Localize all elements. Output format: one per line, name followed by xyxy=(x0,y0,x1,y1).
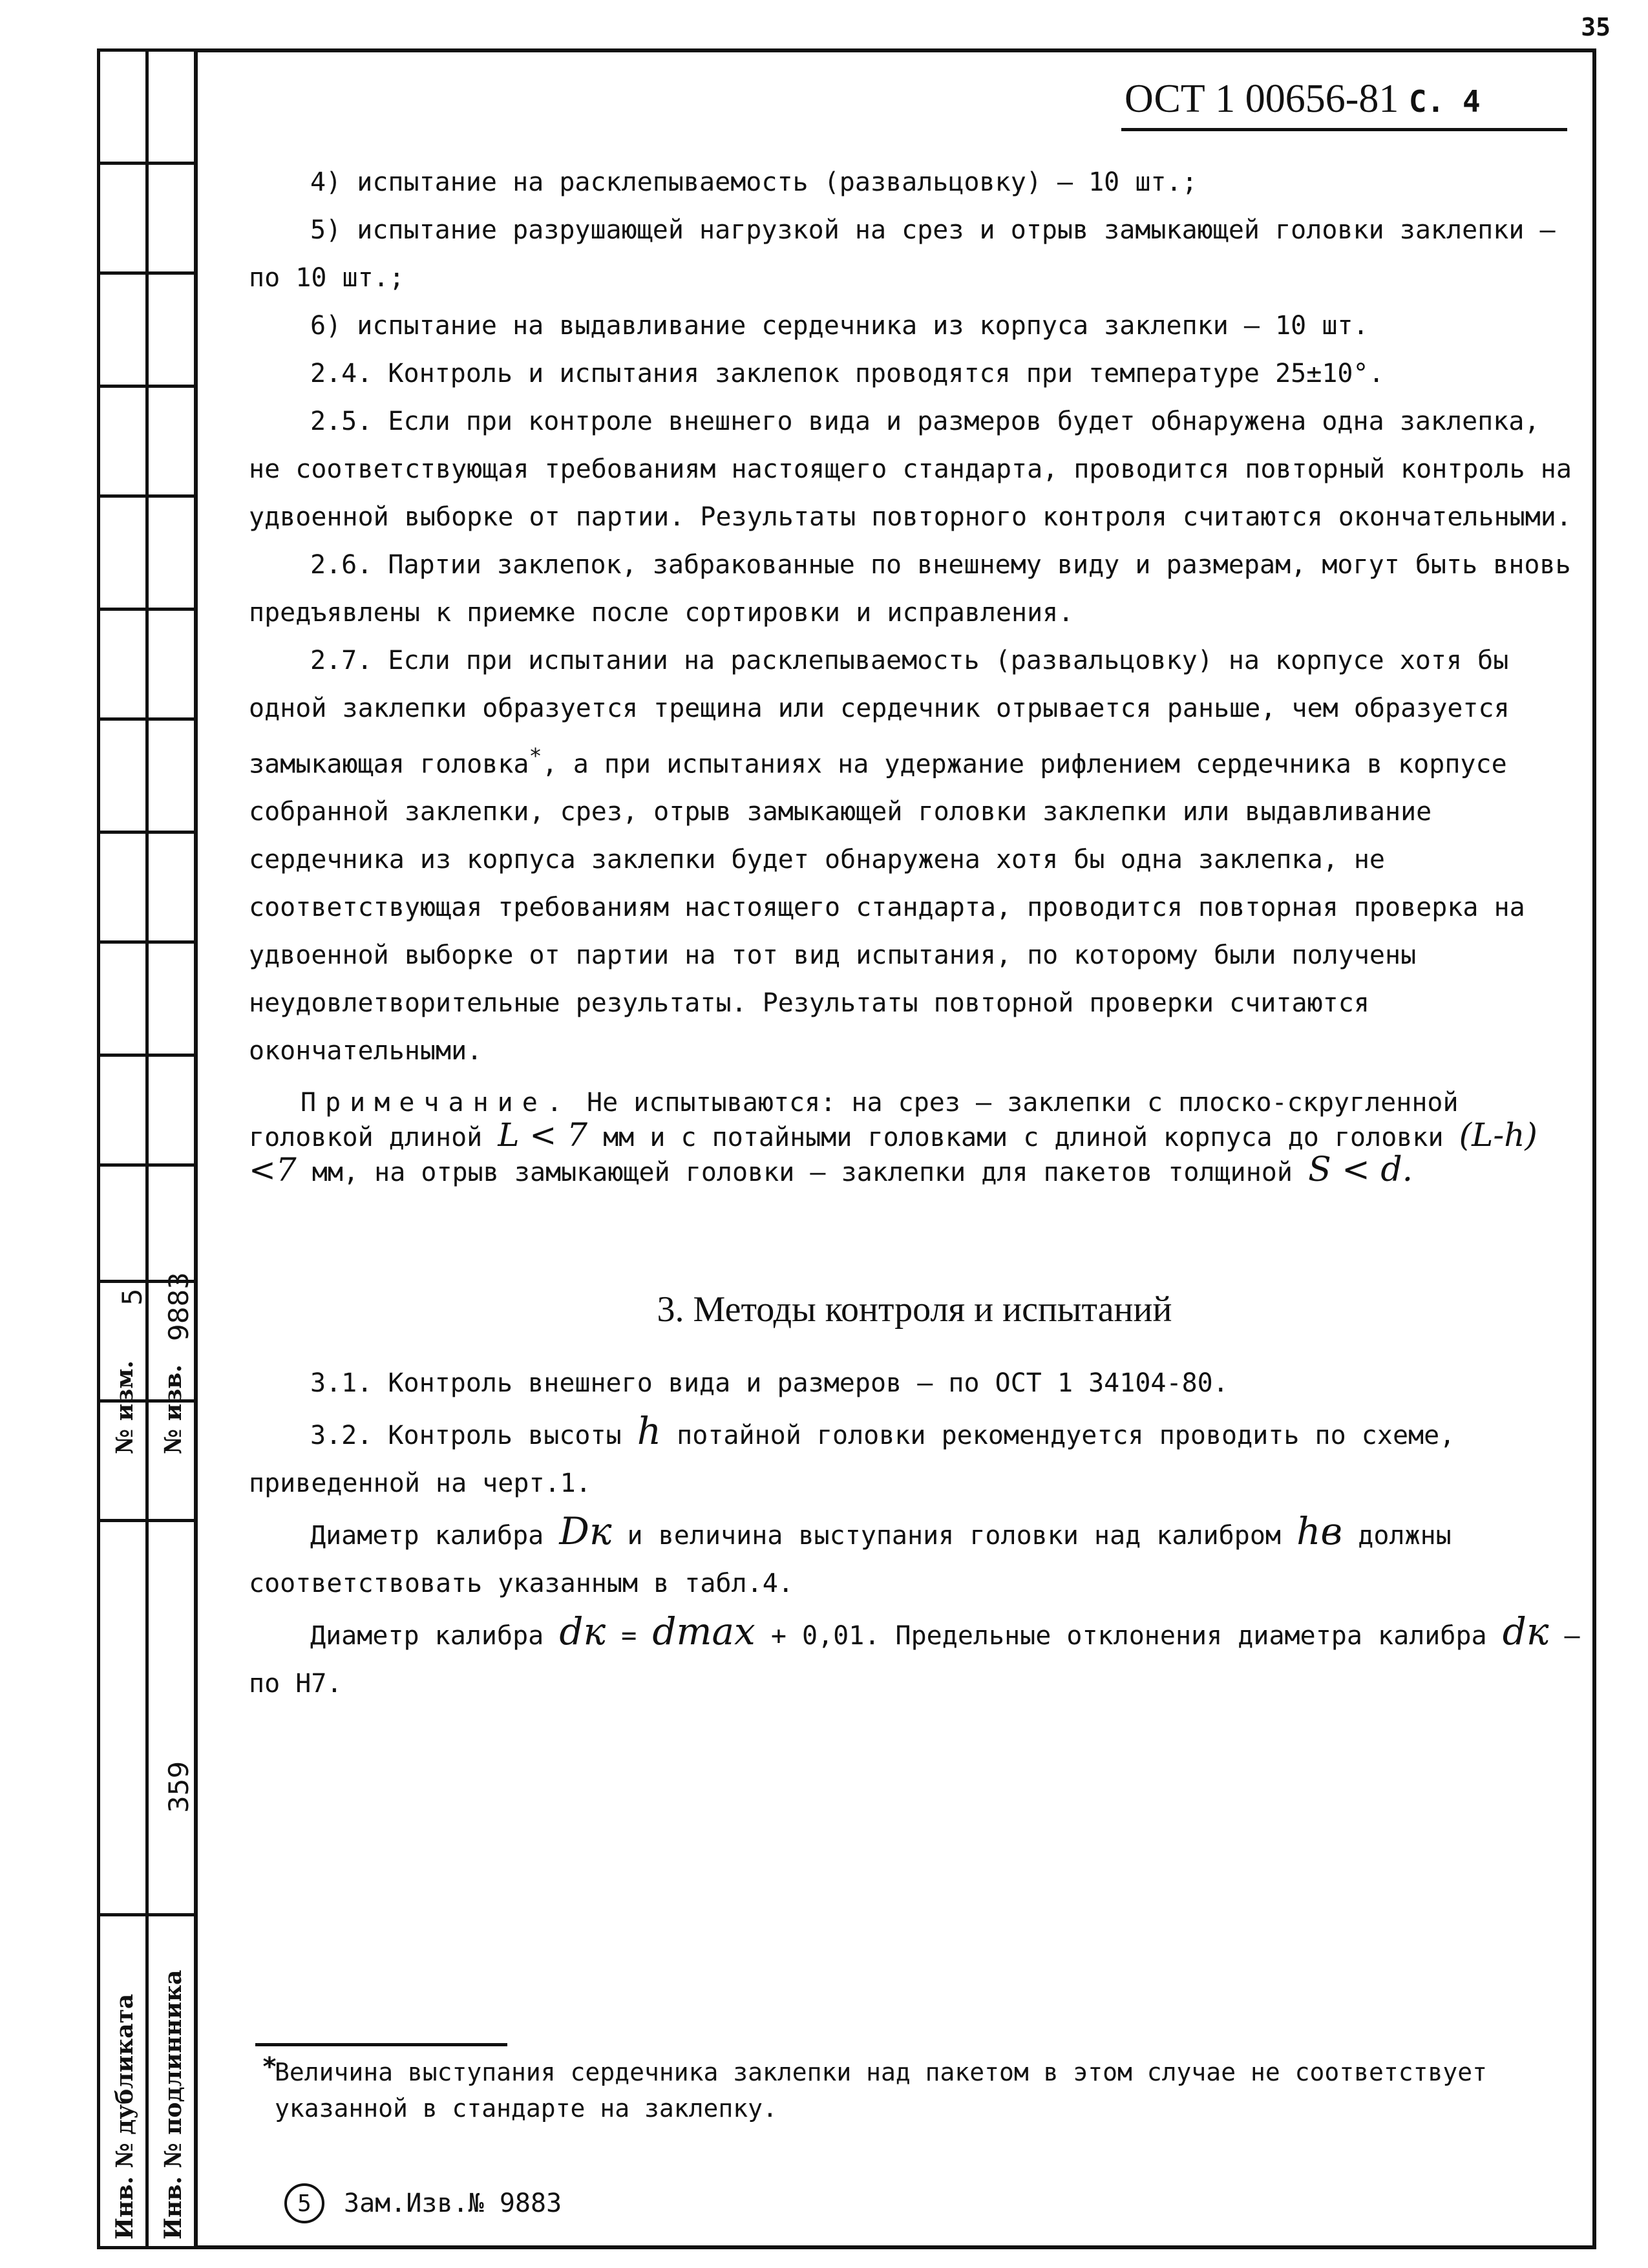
footnote xyxy=(262,2052,1541,2126)
side-column-right xyxy=(145,48,194,2249)
footnote-marker: * xyxy=(262,2052,278,2082)
note-text: мм, на отрыв замыкающей головки – заклепки для пакетов толщиной xyxy=(296,1158,1309,1188)
paragraph-text: потайной головки рекомендуется проводить по схеме, приведенной на черт.1. xyxy=(249,1421,1455,1499)
formula: dк xyxy=(559,1609,606,1654)
formula: Dк xyxy=(559,1509,612,1554)
paragraph-text: 2.7. Если при испытании на расклепываемость (развальцовку) на корпусе хотя бы одной заклепки образуется трещина или сердечник отрывается раньше, чем образуется замыкающая головка xyxy=(249,646,1510,779)
side-line xyxy=(97,831,194,834)
paragraph-text: 3.2. Контроль высоты xyxy=(310,1421,637,1451)
notice-number: 9883 xyxy=(163,1272,195,1341)
paragraph-text: + 0,01. Предельные отклонения диаметра калибра xyxy=(755,1621,1503,1651)
side-revision-table xyxy=(97,48,194,2249)
paragraph xyxy=(249,1507,1580,1607)
footnote-marker: * xyxy=(529,743,542,768)
formula: L < 7 xyxy=(498,1116,588,1154)
note-text: мм и с потайными головками с длиной корпуса до головки xyxy=(587,1123,1459,1153)
paragraph-text: Диаметр калибра xyxy=(310,1621,560,1651)
side-line xyxy=(97,162,194,165)
side-line xyxy=(97,608,194,611)
paragraph: 2.4. Контроль и испытания заклепок проводятся при температуре 25±10°. xyxy=(310,359,1384,388)
original-inventory-label: Инв. № подлинника xyxy=(160,1969,187,2240)
side-line xyxy=(97,2246,194,2249)
revision-circle: 5 xyxy=(284,2183,324,2223)
paragraph: 5) испытание разрушающей нагрузкой на срез и отрыв замыкающей головки заклепки – по 10 шт.; xyxy=(249,215,1556,293)
header-underline xyxy=(1121,128,1567,131)
note-label: Примечание. xyxy=(301,1088,571,1118)
paragraph-text: , а при испытаниях на удержание рифлением сердечника в корпусе собранной заклепки, срез, отрыв замыкающей головки заклепки или выдавливание сердечника из корпуса заклепки будет обнаружена хотя бы одна заклепка, не соответствующая требованиям настоящего стандарта, проводится повторная проверка на удвоенной выборке от партии на тот вид испытания, по которому были получены неудовлетворительные результаты. Результаты повторной проверки считаются окончательными. xyxy=(249,749,1525,1066)
formula: dк xyxy=(1502,1609,1549,1654)
paragraph-text: – по Н7. xyxy=(249,1621,1580,1699)
original-inventory-number: 359 xyxy=(163,1761,195,1813)
paragraph xyxy=(249,637,1580,1075)
paragraph-text: = xyxy=(606,1621,653,1651)
side-line xyxy=(97,717,194,721)
document-header xyxy=(1125,76,1481,122)
side-line xyxy=(97,1913,194,1916)
side-line xyxy=(97,1054,194,1057)
section-title: 3. Методы контроля и испытаний xyxy=(657,1289,1172,1330)
side-line xyxy=(97,385,194,388)
notice-label: № изв. xyxy=(160,1364,187,1454)
footnote-text: Величина выступания сердечника заклепки над пакетом в этом случае не соответствует указанной в стандарте на заклепку. xyxy=(275,2058,1487,2123)
formula: (L-h) <7 xyxy=(249,1116,1537,1189)
paragraph: 2.6. Партии заклепок, забракованные по внешнему виду и размерам, могут быть вновь предъявлены к приемке после сортировки и исправления. xyxy=(249,550,1571,628)
side-line xyxy=(97,940,194,944)
side-line xyxy=(97,271,194,275)
side-line xyxy=(97,1163,194,1167)
side-line xyxy=(97,494,194,498)
note-text: Не испытываются: на срез – заклепки с плоско-скругленной головкой длиной xyxy=(249,1088,1459,1153)
side-column-left xyxy=(97,48,145,2249)
paragraph: 6) испытание на выдавливание сердечника из корпуса заклепки – 10 шт. xyxy=(310,311,1369,341)
note xyxy=(249,1086,1580,1189)
doc-code: ОСТ 1 00656-81 xyxy=(1125,77,1399,121)
paragraph: 2.5. Если при контроле внешнего вида и размеров будет обнаружена одна заклепка, не соответствующая требованиям настоящего стандарта, проводится повторный контроль на удвоенной выборке от партии. Результаты повторного контроля считаются окончательными. xyxy=(249,407,1572,532)
formula: dmax xyxy=(652,1609,755,1654)
change-notice-text: Зам.Изв.№ 9883 xyxy=(344,2189,562,2218)
formula: hв xyxy=(1296,1509,1343,1554)
paragraph: 4) испытание на расклепываемость (развальцовку) – 10 шт.; xyxy=(310,167,1198,197)
side-line xyxy=(97,48,194,52)
side-line xyxy=(97,1519,194,1522)
change-notice xyxy=(284,2183,562,2223)
revision-label: № изм. xyxy=(111,1360,138,1454)
paragraph-text: Диаметр калибра xyxy=(310,1521,560,1551)
paragraph xyxy=(249,1407,1580,1507)
page-label: С. 4 xyxy=(1408,84,1481,119)
duplicate-inventory-label: Инв. № дубликата xyxy=(111,1993,138,2240)
formula: h xyxy=(637,1409,662,1454)
revision-number: 5 xyxy=(116,1288,148,1306)
footnote-rule xyxy=(255,2043,507,2046)
main-content xyxy=(249,158,1580,1708)
paragraph-text: и величина выступания головки над калибром xyxy=(611,1521,1297,1551)
paragraph xyxy=(249,1607,1580,1708)
paragraph-text: должны соответствовать указанным в табл.4. xyxy=(249,1521,1452,1599)
sheet-number: 35 xyxy=(1581,13,1611,41)
formula: S < d. xyxy=(1308,1150,1413,1190)
paragraph: 3.1. Контроль внешнего вида и размеров – по ОСТ 1 34104-80. xyxy=(310,1368,1229,1399)
